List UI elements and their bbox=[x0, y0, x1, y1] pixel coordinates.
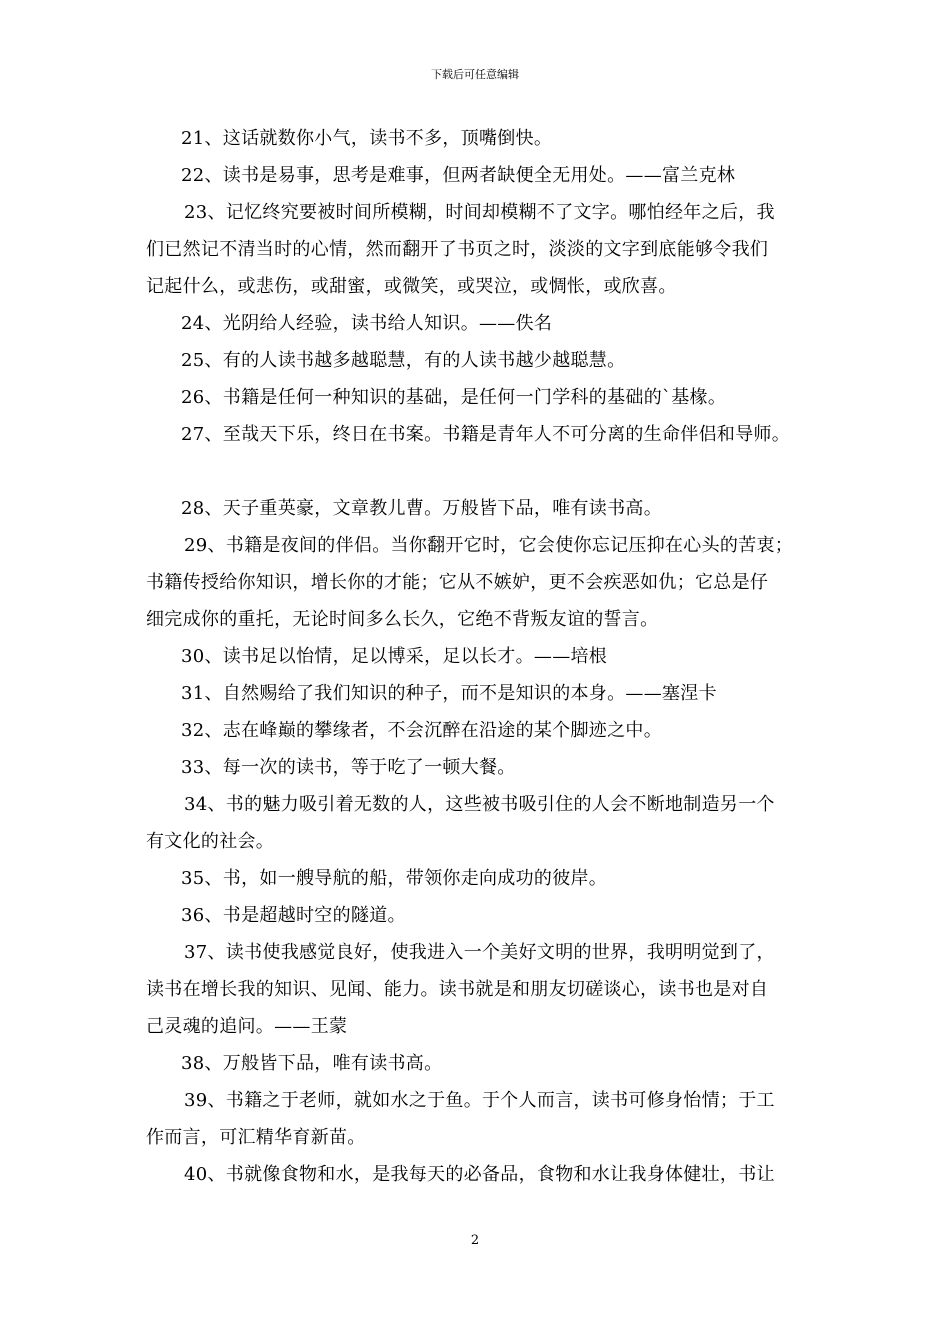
text-line: 23、记忆终究要被时间所模糊，时间却模糊不了文字。哪怕经年之后，我 bbox=[184, 202, 775, 223]
page-header: 下载后可任意编辑 bbox=[431, 68, 519, 81]
text-line: 22、读书是易事，思考是难事，但两者缺便全无用处。——富兰克林 bbox=[181, 165, 736, 186]
text-line: 34、书的魅力吸引着无数的人，这些被书吸引住的人会不断地制造另一个 bbox=[184, 794, 775, 815]
text-line: 32、志在峰巅的攀缘者，不会沉醉在沿途的某个脚迹之中。 bbox=[181, 720, 663, 741]
text-line: 35、书，如一艘导航的船，带领你走向成功的彼岸。 bbox=[181, 868, 608, 889]
text-line: 作而言，可汇精华育新苗。 bbox=[146, 1127, 366, 1148]
text-line: 27、至哉天下乐，终日在书案。书籍是青年人不可分离的生命伴侣和导师。 bbox=[181, 424, 791, 445]
text-line: 29、书籍是夜间的伴侣。当你翻开它时，它会使你忘记压抑在心头的苦衷； bbox=[184, 535, 794, 556]
text-line: 38、万般皆下品，唯有读书高。 bbox=[181, 1053, 443, 1074]
text-line: 25、有的人读书越多越聪慧，有的人读书越少越聪慧。 bbox=[181, 350, 626, 371]
text-line: 36、书是超越时空的隧道。 bbox=[181, 905, 406, 926]
text-line: 有文化的社会。 bbox=[146, 831, 275, 852]
text-line: 26、书籍是任何一种知识的基础，是任何一门学科的基础的`基椽。 bbox=[181, 387, 727, 408]
page-number: 2 bbox=[470, 1233, 480, 1248]
text-line: 记起什么，或悲伤，或甜蜜，或微笑，或哭泣，或惆怅，或欣喜。 bbox=[146, 276, 677, 297]
text-line: 读书在增长我的知识、见闻、能力。读书就是和朋友切磋谈心，读书也是对自 bbox=[146, 979, 769, 1000]
text-line: 37、读书使我感觉良好，使我进入一个美好文明的世界，我明明觉到了， bbox=[184, 942, 775, 963]
text-line: 24、光阴给人经验，读书给人知识。——佚名 bbox=[181, 313, 553, 334]
text-line: 39、书籍之于老师，就如水之于鱼。于个人而言，读书可修身怡情；于工 bbox=[184, 1090, 775, 1111]
document-body bbox=[146, 120, 810, 1193]
text-line: 28、天子重英豪，文章教儿曹。万般皆下品，唯有读书高。 bbox=[181, 498, 663, 519]
text-line: 21、这话就数你小气，读书不多，顶嘴倒快。 bbox=[181, 128, 553, 149]
text-line: 细完成你的重托，无论时间多么长久，它绝不背叛友谊的誓言。 bbox=[146, 609, 659, 630]
text-line: 30、读书足以怡情，足以博采，足以长才。——培根 bbox=[181, 646, 608, 667]
text-line: 己灵魂的追问。——王蒙 bbox=[146, 1016, 348, 1037]
text-line: 书籍传授给你知识，增长你的才能；它从不嫉妒，更不会疾恶如仇；它总是仔 bbox=[146, 572, 769, 593]
paragraph-gap bbox=[146, 453, 810, 490]
text-line: 40、书就像食物和水，是我每天的必备品，食物和水让我身体健壮，书让 bbox=[184, 1164, 775, 1185]
text-line: 33、每一次的读书，等于吃了一顿大餐。 bbox=[181, 757, 516, 778]
text-line: 31、自然赐给了我们知识的种子，而不是知识的本身。——塞涅卡 bbox=[181, 683, 717, 704]
text-line: 们已然记不清当时的心情，然而翻开了书页之时，淡淡的文字到底能够令我们 bbox=[146, 239, 769, 260]
